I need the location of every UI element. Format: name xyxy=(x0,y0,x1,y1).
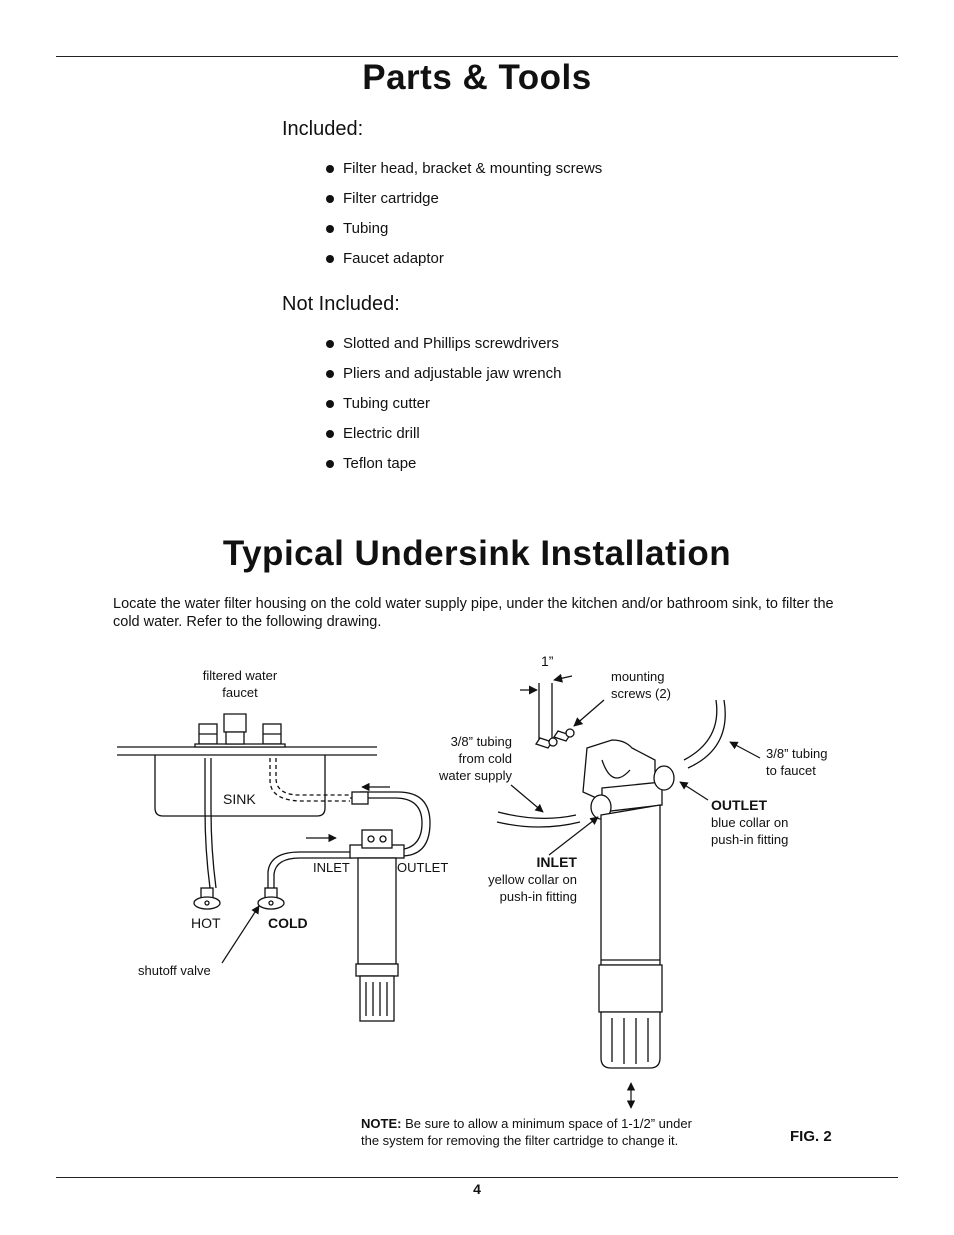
outlet-callout: OUTLET blue collar on push-in fitting xyxy=(711,797,789,847)
bottom-rule xyxy=(56,1177,898,1178)
list-item: Electric drill xyxy=(326,419,561,449)
list-item: Tubing xyxy=(326,214,602,244)
parts-tools-title: Parts & Tools xyxy=(362,58,592,97)
not-included-heading: Not Included: xyxy=(282,293,400,315)
page-number: 4 xyxy=(473,1181,481,1197)
tubing-faucet-label: 3/8” tubing to faucet xyxy=(766,746,828,778)
list-item: Slotted and Phillips screwdrivers xyxy=(326,329,561,359)
mounting-screws-label: mounting screws (2) xyxy=(611,669,671,701)
cold-label: COLD xyxy=(268,915,308,931)
installation-title: Typical Undersink Installation xyxy=(222,534,732,573)
outlet-label: OUTLET xyxy=(397,860,449,875)
sink-label: SINK xyxy=(223,791,256,807)
list-item: Faucet adaptor xyxy=(326,244,602,274)
inlet-label: INLET xyxy=(313,860,350,875)
one-inch-label: 1” xyxy=(541,653,554,669)
figure-label: FIG. 2 xyxy=(790,1128,832,1145)
inlet-callout: INLET yellow collar on push-in fitting xyxy=(488,854,577,904)
list-item: Pliers and adjustable jaw wrench xyxy=(326,359,561,389)
faucet-label: filtered water faucet xyxy=(202,668,278,700)
installation-paragraph: Locate the water filter housing on the cold water supply pipe, under the kitchen and/or bathroom sink, to filter the cold water. Refer to the following drawing. xyxy=(113,596,834,630)
included-heading: Included: xyxy=(282,118,364,140)
list-item: Teflon tape xyxy=(326,449,561,479)
list-item: Filter head, bracket & mounting screws xyxy=(326,154,602,184)
note: NOTE: Be sure to allow a minimum space of 1-1/2” under the system for removing the filter cartridge to change it. xyxy=(361,1116,692,1148)
hot-label: HOT xyxy=(191,915,221,931)
shutoff-label: shutoff valve xyxy=(138,963,211,978)
list-item: Tubing cutter xyxy=(326,389,561,419)
list-item: Filter cartridge xyxy=(326,184,602,214)
tubing-cold-label: 3/8” tubing from cold water supply xyxy=(439,734,512,783)
